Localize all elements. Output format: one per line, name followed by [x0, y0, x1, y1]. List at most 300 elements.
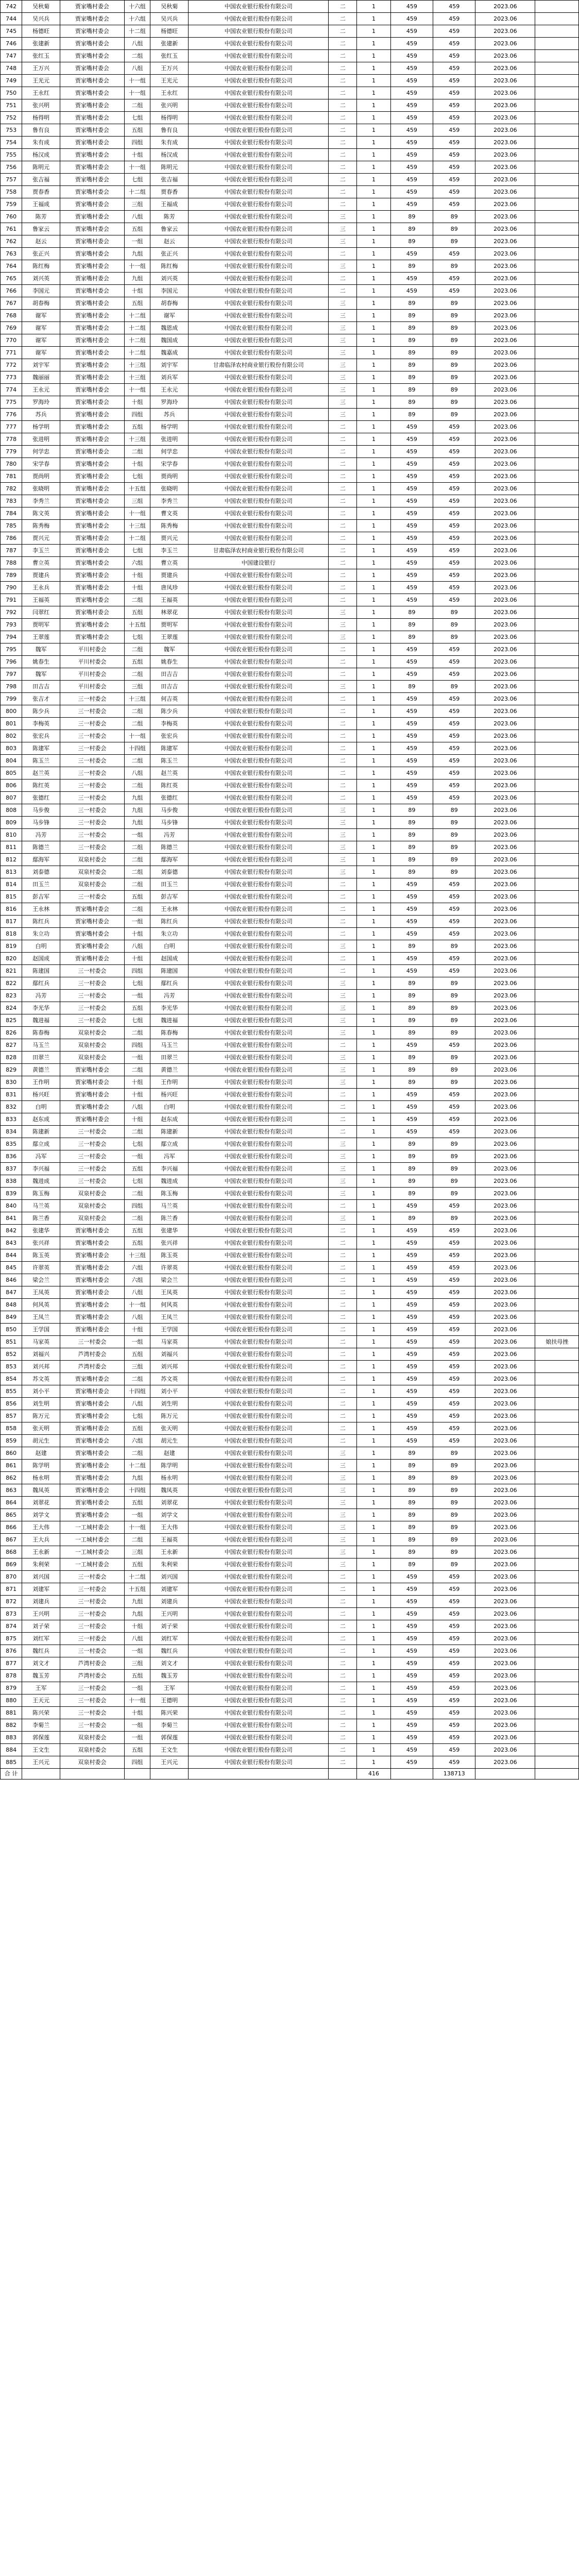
cell-bank: 中国农业银行股份有限公司 [189, 396, 329, 409]
cell-type: 二 [329, 421, 357, 433]
cell-type: 二 [329, 186, 357, 198]
cell-standard: 89 [390, 260, 433, 273]
cell-standard: 459 [390, 916, 433, 928]
cell-holder: 马步俊 [150, 804, 189, 817]
cell-standard: 89 [390, 681, 433, 693]
cell-group: 六组 [124, 1435, 150, 1447]
cell-village: 贾家嘴村委会 [60, 928, 125, 940]
cell-no: 802 [1, 730, 22, 742]
cell-no: 852 [1, 1348, 22, 1361]
cell-holder: 冯芳 [150, 829, 189, 841]
cell-note [535, 1064, 579, 1076]
cell-holder: 王万兴 [150, 62, 189, 75]
cell-count: 1 [357, 1138, 390, 1150]
cell-amount: 459 [433, 1645, 475, 1657]
cell-village: 贾家嘴村委会 [60, 248, 125, 260]
cell-holder: 曹立英 [150, 557, 189, 569]
cell-no: 750 [1, 87, 22, 99]
cell-name: 刘学文 [22, 1509, 60, 1521]
cell-bank: 中国农业银行股份有限公司 [189, 50, 329, 62]
cell-standard: 89 [390, 1534, 433, 1546]
cell-group: 二组 [124, 1064, 150, 1076]
cell-count: 1 [357, 13, 390, 25]
cell-standard: 459 [390, 1583, 433, 1596]
cell-group: 五组 [124, 1422, 150, 1435]
cell-name: 魏进福 [22, 1014, 60, 1027]
cell-note [535, 1225, 579, 1237]
cell-bank: 中国农业银行股份有限公司 [189, 1571, 329, 1583]
table-row [1, 1422, 579, 1435]
cell-count: 1 [357, 1620, 390, 1633]
cell-date: 2023.06 [475, 755, 535, 767]
cell-village: 三一村委会 [60, 1682, 125, 1694]
cell-group: 十三组 [124, 1249, 150, 1262]
cell-no: 804 [1, 755, 22, 767]
cell-bank: 中国农业银行股份有限公司 [189, 297, 329, 310]
cell-type: 三 [329, 310, 357, 322]
cell-holder: 魏恩成 [150, 322, 189, 334]
cell-bank: 中国农业银行股份有限公司 [189, 13, 329, 25]
cell-amount: 89 [433, 409, 475, 421]
cell-type: 三 [329, 681, 357, 693]
cell-count: 1 [357, 260, 390, 273]
cell-village: 三一村委会 [60, 841, 125, 854]
cell-date: 2023.06 [475, 1, 535, 13]
table-row [1, 643, 579, 656]
cell-type: 三 [329, 1027, 357, 1039]
cell-amount: 459 [433, 532, 475, 545]
cell-bank: 中国农业银行股份有限公司 [189, 1633, 329, 1645]
cell-count: 1 [357, 1113, 390, 1126]
cell-name: 刘翠花 [22, 1497, 60, 1509]
cell-standard: 89 [390, 1175, 433, 1188]
cell-date: 2023.06 [475, 409, 535, 421]
cell-group: 九组 [124, 1472, 150, 1484]
cell-name: 王翠莲 [22, 631, 60, 643]
cell-date: 2023.06 [475, 359, 535, 371]
cell-bank: 中国农业银行股份有限公司 [189, 1200, 329, 1212]
cell-name: 罗海玲 [22, 396, 60, 409]
cell-type: 三 [329, 1472, 357, 1484]
cell-bank: 中国农业银行股份有限公司 [189, 421, 329, 433]
cell-group: 八组 [124, 1398, 150, 1410]
cell-date: 2023.06 [475, 841, 535, 854]
table-row [1, 1311, 579, 1324]
table-row [1, 1324, 579, 1336]
cell-name: 李光华 [22, 1002, 60, 1014]
cell-count: 1 [357, 87, 390, 99]
cell-amount: 459 [433, 273, 475, 285]
cell-standard: 459 [390, 1410, 433, 1422]
cell-holder: 白明 [150, 1101, 189, 1113]
cell-standard: 89 [390, 347, 433, 359]
cell-village: 贾家嘴村委会 [60, 38, 125, 50]
cell-note [535, 1645, 579, 1657]
cell-note [535, 681, 579, 693]
cell-group: 十二组 [124, 186, 150, 198]
cell-holder: 王军 [150, 1682, 189, 1694]
cell-village: 三一村委会 [60, 779, 125, 792]
cell-note [535, 223, 579, 235]
cell-standard: 459 [390, 1324, 433, 1336]
table-row [1, 878, 579, 891]
cell-no: 846 [1, 1274, 22, 1286]
cell-type: 二 [329, 99, 357, 112]
cell-date: 2023.06 [475, 1274, 535, 1286]
cell-note [535, 25, 579, 38]
cell-amount: 459 [433, 903, 475, 916]
cell-date: 2023.06 [475, 1756, 535, 1769]
cell-no: 806 [1, 779, 22, 792]
cell-amount: 459 [433, 248, 475, 260]
cell-village: 双泉村委会 [60, 1756, 125, 1769]
cell-village: 贾家嘴村委会 [60, 1447, 125, 1460]
cell-note [535, 1682, 579, 1694]
table-row [1, 854, 579, 866]
cell-count: 1 [357, 470, 390, 483]
table-row [1, 779, 579, 792]
cell-note [535, 520, 579, 532]
cell-type: 三 [329, 841, 357, 854]
cell-date: 2023.06 [475, 38, 535, 50]
cell-standard: 459 [390, 1657, 433, 1670]
cell-village: 三一村委会 [60, 891, 125, 903]
cell-group: 八组 [124, 1311, 150, 1324]
cell-type: 二 [329, 705, 357, 718]
cell-no: 884 [1, 1744, 22, 1756]
cell-standard: 459 [390, 1249, 433, 1262]
cell-village: 三一村委会 [60, 1002, 125, 1014]
cell-amount: 459 [433, 557, 475, 569]
cell-name: 杨永明 [22, 1472, 60, 1484]
cell-holder: 刘建军 [150, 1583, 189, 1596]
cell-village: 双泉村委会 [60, 866, 125, 878]
cell-no: 800 [1, 705, 22, 718]
cell-type: 三 [329, 1558, 357, 1571]
cell-count: 1 [357, 792, 390, 804]
cell-standard: 459 [390, 1732, 433, 1744]
cell-date: 2023.06 [475, 1583, 535, 1596]
cell-count: 1 [357, 779, 390, 792]
cell-holder: 马家英 [150, 1336, 189, 1348]
cell-note [535, 1657, 579, 1670]
cell-name: 张建新 [22, 38, 60, 50]
cell-date: 2023.06 [475, 705, 535, 718]
totals-label: 合 计 [1, 1769, 22, 1780]
cell-note [535, 1175, 579, 1188]
cell-date: 2023.06 [475, 804, 535, 817]
cell-bank: 中国农业银行股份有限公司 [189, 137, 329, 149]
cell-amount: 459 [433, 767, 475, 779]
cell-note [535, 1546, 579, 1558]
cell-count: 1 [357, 631, 390, 643]
cell-no: 876 [1, 1645, 22, 1657]
cell-standard: 459 [390, 730, 433, 742]
cell-name: 王大兵 [22, 1534, 60, 1546]
cell-date: 2023.06 [475, 1608, 535, 1620]
table-row [1, 322, 579, 334]
cell-group: 二组 [124, 903, 150, 916]
cell-bank: 中国农业银行股份有限公司 [189, 1361, 329, 1373]
cell-standard: 459 [390, 532, 433, 545]
cell-holder [150, 1769, 189, 1780]
cell-no: 793 [1, 619, 22, 631]
cell-count: 1 [357, 730, 390, 742]
cell-group: 四组 [124, 1200, 150, 1212]
cell-type: 二 [329, 1237, 357, 1249]
cell-village: 贾家嘴村委会 [60, 347, 125, 359]
cell-type: 二 [329, 1694, 357, 1707]
cell-village: 芦湾村委会 [60, 1657, 125, 1670]
cell-village: 贾家嘴村委会 [60, 1385, 125, 1398]
cell-group: 十组 [124, 458, 150, 470]
cell-no: 787 [1, 545, 22, 557]
cell-note [535, 62, 579, 75]
cell-amount: 459 [433, 62, 475, 75]
cell-village: 贾家嘴村委会 [60, 1286, 125, 1299]
cell-holder: 王大伟 [150, 1521, 189, 1534]
cell-count: 1 [357, 1447, 390, 1460]
table-row [1, 1237, 579, 1249]
cell-no: 839 [1, 1188, 22, 1200]
cell-amount: 459 [433, 1571, 475, 1583]
cell-bank: 中国农业银行股份有限公司 [189, 928, 329, 940]
cell-village: 三一村委会 [60, 1719, 125, 1732]
cell-name: 张红玉 [22, 50, 60, 62]
cell-group: 一组 [124, 1509, 150, 1521]
cell-name: 陈建军 [22, 742, 60, 755]
cell-standard: 459 [390, 1707, 433, 1719]
cell-amount: 459 [433, 1, 475, 13]
cell-holder: 刘小平 [150, 1385, 189, 1398]
cell-name: 贾兴元 [22, 532, 60, 545]
cell-count: 1 [357, 273, 390, 285]
cell-group: 四组 [124, 1756, 150, 1769]
cell-date: 2023.06 [475, 384, 535, 396]
cell-amount: 89 [433, 396, 475, 409]
cell-count: 1 [357, 1175, 390, 1188]
cell-holder: 罗海玲 [150, 396, 189, 409]
cell-name: 贾明军 [22, 619, 60, 631]
cell-holder: 杨德旺 [150, 25, 189, 38]
cell-name: 陈红梅 [22, 260, 60, 273]
cell-type: 三 [329, 396, 357, 409]
cell-date: 2023.06 [475, 1521, 535, 1534]
cell-date: 2023.06 [475, 470, 535, 483]
cell-standard: 459 [390, 1113, 433, 1126]
table-row [1, 347, 579, 359]
cell-no: 784 [1, 507, 22, 520]
cell-name: 胡春梅 [22, 297, 60, 310]
cell-amount: 459 [433, 1348, 475, 1361]
cell-bank: 甘肃临泽农村商业银行股份有限公司 [189, 359, 329, 371]
cell-count: 1 [357, 668, 390, 681]
cell-holder: 刘兴英 [150, 273, 189, 285]
cell-group: 十二组 [124, 1571, 150, 1583]
cell-no: 819 [1, 940, 22, 953]
cell-amount: 459 [433, 1249, 475, 1262]
cell-type: 三 [329, 1521, 357, 1534]
cell-amount: 459 [433, 99, 475, 112]
cell-standard: 459 [390, 594, 433, 606]
cell-village: 贾家嘴村委会 [60, 235, 125, 248]
cell-date: 2023.06 [475, 643, 535, 656]
cell-bank: 中国农业银行股份有限公司 [189, 1447, 329, 1460]
cell-name: 苏文英 [22, 1373, 60, 1385]
table-row [1, 569, 579, 582]
cell-holder: 谢军 [150, 310, 189, 322]
cell-amount: 89 [433, 359, 475, 371]
cell-holder: 王德明 [150, 1694, 189, 1707]
cell-amount: 89 [433, 940, 475, 953]
cell-type: 二 [329, 174, 357, 186]
cell-name: 陈少兵 [22, 705, 60, 718]
cell-type: 二 [329, 1398, 357, 1410]
cell-date: 2023.06 [475, 1299, 535, 1311]
cell-group: 二组 [124, 878, 150, 891]
cell-count: 1 [357, 1756, 390, 1769]
cell-no: 822 [1, 977, 22, 990]
cell-note [535, 532, 579, 545]
cell-holder: 李玉兰 [150, 545, 189, 557]
cell-count: 1 [357, 718, 390, 730]
table-row [1, 1027, 579, 1039]
cell-no: 869 [1, 1558, 22, 1571]
cell-group: 一组 [124, 1732, 150, 1744]
cell-group: 九组 [124, 1596, 150, 1608]
cell-village: 贾家嘴村委会 [60, 1472, 125, 1484]
cell-amount: 89 [433, 297, 475, 310]
cell-village: 贾家嘴村委会 [60, 112, 125, 124]
cell-village: 三一村委会 [60, 817, 125, 829]
cell-group: 十四组 [124, 742, 150, 755]
cell-no: 885 [1, 1756, 22, 1769]
cell-date: 2023.06 [475, 297, 535, 310]
cell-count: 1 [357, 1348, 390, 1361]
cell-date: 2023.06 [475, 520, 535, 532]
cell-note [535, 1732, 579, 1744]
cell-village: 贾家嘴村委会 [60, 1410, 125, 1422]
cell-amount: 459 [433, 137, 475, 149]
cell-holder: 张德红 [150, 792, 189, 804]
cell-no: 843 [1, 1237, 22, 1249]
cell-date: 2023.06 [475, 1150, 535, 1163]
cell-amount: 459 [433, 1324, 475, 1336]
cell-note [535, 1608, 579, 1620]
cell-note [535, 1509, 579, 1521]
cell-group: 十组 [124, 928, 150, 940]
table-row [1, 940, 579, 953]
cell-village: 贾家嘴村委会 [60, 161, 125, 174]
cell-count: 1 [357, 767, 390, 779]
cell-group: 十二组 [124, 532, 150, 545]
cell-village: 平川村委会 [60, 668, 125, 681]
cell-count: 1 [357, 1435, 390, 1447]
cell-standard: 459 [390, 1633, 433, 1645]
cell-amount: 89 [433, 1546, 475, 1558]
cell-holder: 王福英 [150, 594, 189, 606]
cell-standard: 459 [390, 1101, 433, 1113]
cell-group: 十三组 [124, 359, 150, 371]
cell-date: 2023.06 [475, 878, 535, 891]
cell-count: 1 [357, 656, 390, 668]
cell-count: 1 [357, 495, 390, 507]
cell-bank: 中国农业银行股份有限公司 [189, 1089, 329, 1101]
cell-date: 2023.06 [475, 1447, 535, 1460]
cell-date: 2023.06 [475, 1546, 535, 1558]
cell-standard: 89 [390, 817, 433, 829]
table-row [1, 1583, 579, 1596]
cell-type: 二 [329, 1348, 357, 1361]
cell-count: 1 [357, 891, 390, 903]
table-row [1, 792, 579, 804]
cell-count: 1 [357, 483, 390, 495]
cell-note: 娘扶母挫 [535, 1336, 579, 1348]
cell-standard: 459 [390, 1670, 433, 1682]
table-row [1, 916, 579, 928]
cell-no: 875 [1, 1633, 22, 1645]
cell-type: 二 [329, 1633, 357, 1645]
table-row [1, 371, 579, 384]
cell-name: 鄢立成 [22, 1138, 60, 1150]
cell-count: 1 [357, 371, 390, 384]
table-row [1, 545, 579, 557]
cell-village: 三一村委会 [60, 990, 125, 1002]
cell-count: 1 [357, 1249, 390, 1262]
cell-bank: 中国农业银行股份有限公司 [189, 211, 329, 223]
cell-date: 2023.06 [475, 1212, 535, 1225]
cell-group: 十五组 [124, 619, 150, 631]
cell-village: 贾家嘴村委会 [60, 371, 125, 384]
cell-bank: 中国农业银行股份有限公司 [189, 1583, 329, 1596]
cell-village: 贾家嘴村委会 [60, 75, 125, 87]
cell-name: 田吉吉 [22, 681, 60, 693]
cell-date: 2023.06 [475, 1571, 535, 1583]
cell-amount: 459 [433, 433, 475, 446]
table-row [1, 1571, 579, 1583]
table-row [1, 1472, 579, 1484]
cell-no: 794 [1, 631, 22, 643]
cell-village: 贾家嘴村委会 [60, 1274, 125, 1286]
cell-type: 二 [329, 779, 357, 792]
cell-standard: 89 [390, 1150, 433, 1163]
cell-bank: 中国农业银行股份有限公司 [189, 1620, 329, 1633]
cell-no: 842 [1, 1225, 22, 1237]
cell-name: 陈明元 [22, 161, 60, 174]
cell-no: 767 [1, 297, 22, 310]
cell-holder: 刘福兴 [150, 1348, 189, 1361]
cell-holder: 彭吉军 [150, 891, 189, 903]
cell-village: 贾家嘴村委会 [60, 1398, 125, 1410]
table-row [1, 742, 579, 755]
cell-note [535, 817, 579, 829]
cell-standard: 459 [390, 1608, 433, 1620]
cell-date: 2023.06 [475, 1225, 535, 1237]
table-row [1, 977, 579, 990]
cell-holder: 刘泰德 [150, 866, 189, 878]
cell-amount: 89 [433, 1212, 475, 1225]
cell-no: 807 [1, 792, 22, 804]
cell-note [535, 668, 579, 681]
cell-standard: 89 [390, 1014, 433, 1027]
cell-standard: 459 [390, 285, 433, 297]
cell-no: 834 [1, 1126, 22, 1138]
cell-village: 贾家嘴村委会 [60, 1237, 125, 1249]
cell-group: 三组 [124, 1546, 150, 1558]
cell-date: 2023.06 [475, 124, 535, 137]
cell-standard: 459 [390, 25, 433, 38]
cell-amount: 459 [433, 1744, 475, 1756]
